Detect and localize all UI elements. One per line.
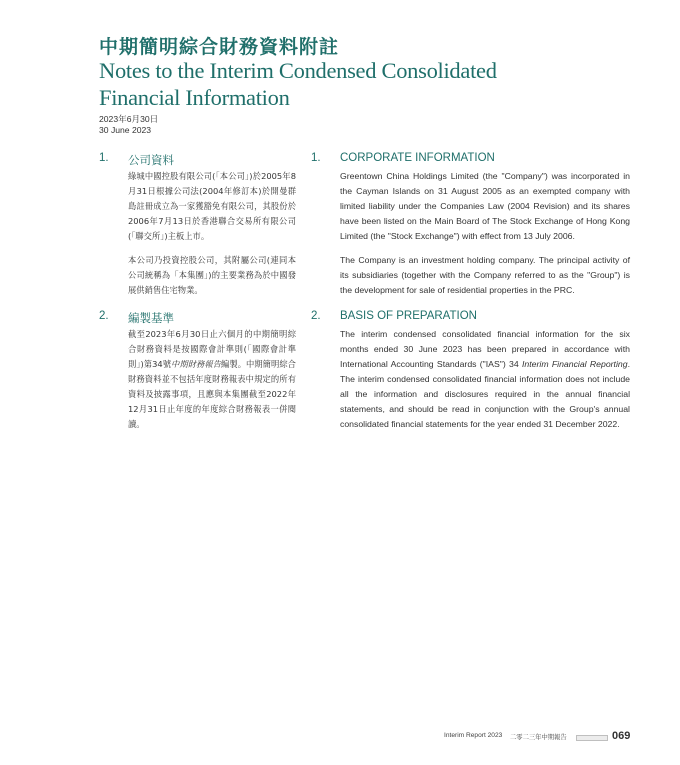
page-number: 069	[612, 730, 631, 742]
section-1-heading-cn: 公司資料	[128, 153, 174, 167]
page-footer	[440, 730, 630, 744]
footer-report-en: Interim Report 2023	[444, 732, 503, 739]
section-2-heading-cn: 編製基準	[128, 311, 174, 325]
section-2-en-text-1: The interim condensed consolidated financial information for the six months ended 30 June 2023 has been prepared in accordance with International Accounting Standards ("IAS") 34	[340, 329, 630, 369]
section-2-heading-en: BASIS OF PREPARATION	[340, 310, 477, 322]
footer-report-cn: 二零二三年中期報告	[510, 734, 567, 741]
section-1-number-cn: 1.	[99, 152, 109, 164]
section-1-paragraph-1-cn: 綠城中國控股有限公司(「本公司」)於2005年8月31日根據公司法(2004年修訂本)於開曼群島註冊成立為一家獲豁免有限公司，其股份於2006年7月13日於香港聯合交易所有限公司(「聯交所」)主板上市。	[128, 171, 296, 241]
section-2-number-cn: 2.	[99, 310, 109, 322]
section-2-number-en: 2.	[311, 310, 321, 322]
section-1-paragraph-2-cn: 本公司乃投資控股公司，其附屬公司(連同本公司統稱為「本集團」)的主要業務為於中國發展供銷售住宅物業。	[128, 255, 296, 295]
section-1-heading-en: CORPORATE INFORMATION	[340, 152, 495, 164]
report-date-en: 30 June 2023	[99, 125, 152, 135]
report-date-cn: 2023年6月30日	[99, 114, 159, 124]
page-title-cn: 中期簡明綜合財務資料附註	[99, 36, 340, 58]
section-1-number-en: 1.	[311, 152, 321, 164]
report-date	[99, 114, 158, 136]
footer-divider-bar	[576, 735, 608, 741]
section-2-cn-italic: 中期財務報告	[171, 359, 222, 369]
section-1-paragraph-2-en: The Company is an investment holding company. The principal activity of its subsidiaries (together with the Company referred to as the "Group") is the development for sale of residential properties in the PRC.	[340, 255, 630, 295]
section-2-cn-text-2: 編製。中期簡明綜合財務資料並不包括年度財務報表中規定的所有資料及披露事項，且應與本集團截至2022年12月31日止年度的年度綜合財務報表一併閱讀。	[128, 359, 296, 429]
section-2-paragraph-en	[340, 327, 630, 432]
section-2-en-text-2: . The interim condensed consolidated financial information does not include all the information and disclosures required in the annual financial statements, and should be read in conjunction with the Group's annual consolidated financial statements for the year ended 31 December 2022.	[340, 359, 630, 429]
page-title-en-line2: Financial Information	[99, 85, 290, 110]
section-2-cn-text-1: 截至2023年6月30日止六個月的中期簡明綜合財務資料是按國際會計準則(「國際會計準則」)第34號	[128, 329, 296, 369]
section-2-paragraph-cn	[128, 327, 296, 432]
page-title-en-line1: Notes to the Interim Condensed Consolidated	[99, 58, 497, 83]
page-title-en	[99, 57, 539, 111]
section-1-paragraph-1-en: Greentown China Holdings Limited (the "Company") was incorporated in the Cayman Islands on 31 August 2005 as an exempted company with limited liability under the Companies Law (2004 Revision) and its shares have been listed on the Main Board of The Stock Exchange of Hong Kong Limited (the "Stock Exchange") with effect from 13 July 2006.	[340, 171, 630, 241]
section-2-en-italic: Interim Financial Reporting	[522, 359, 628, 369]
